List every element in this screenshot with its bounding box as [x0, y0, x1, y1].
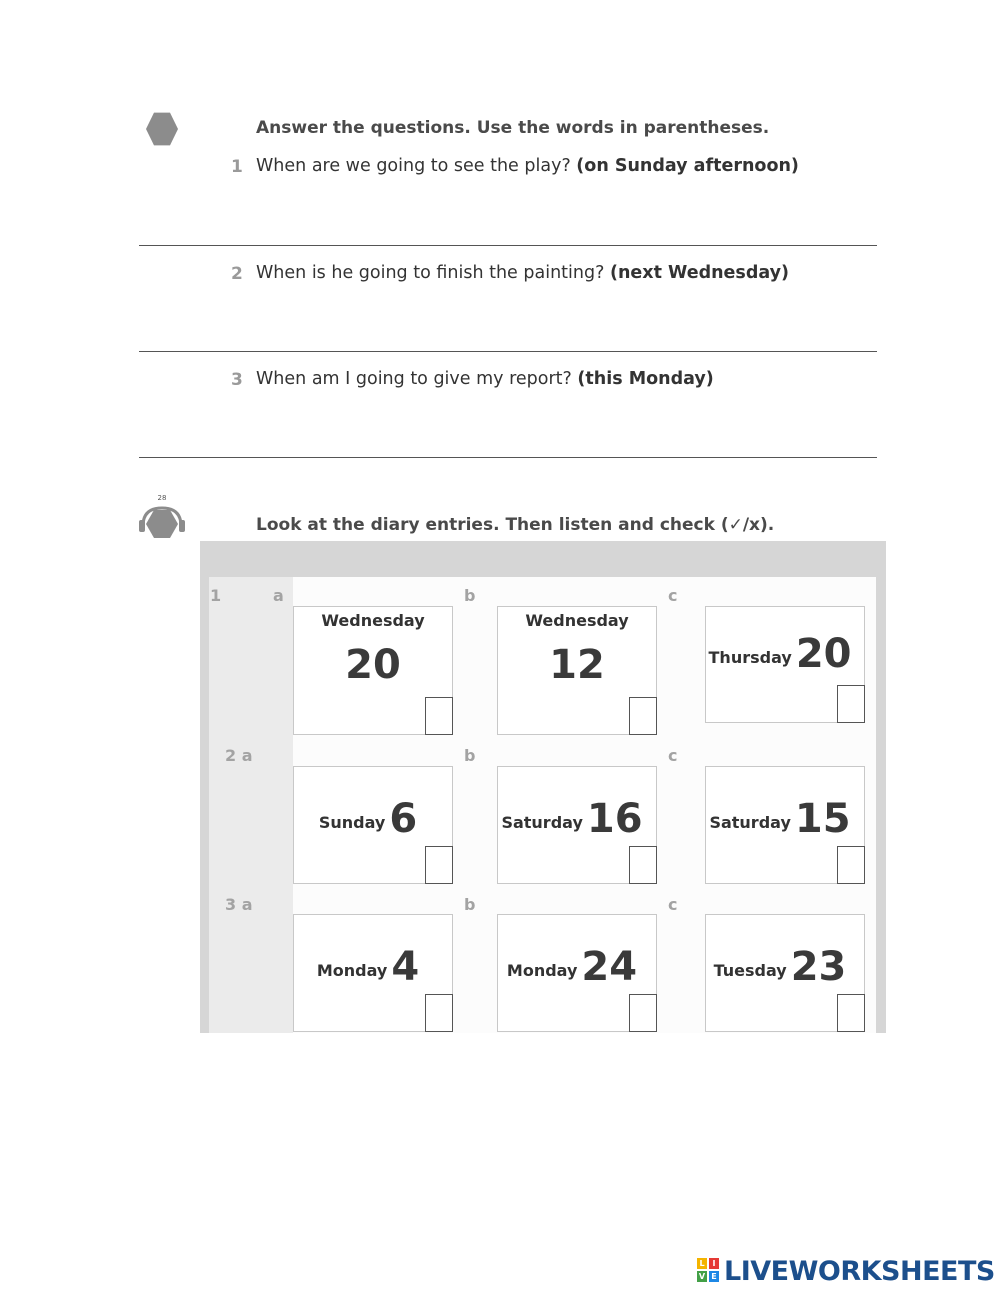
- diary-date: 24: [581, 944, 638, 990]
- question-1-text: When are we going to see the play?: [256, 156, 577, 176]
- track-number: 28: [157, 494, 167, 502]
- question-2: [256, 263, 789, 283]
- diary-day: Sunday: [318, 813, 386, 832]
- row-2-option-c-letter: c: [668, 746, 678, 765]
- diary-card-1b: [497, 606, 657, 735]
- answer-line-2[interactable]: [139, 351, 877, 352]
- diary-day: Monday: [316, 961, 388, 980]
- question-3-hint: (this Monday): [577, 369, 714, 389]
- question-3-number: 3: [231, 370, 243, 390]
- row-1-option-c-letter: c: [668, 586, 678, 605]
- diary-entry: [294, 796, 442, 842]
- diary-label-strip: [209, 577, 293, 1033]
- diary-card-2c: [705, 766, 865, 884]
- diary-day: Saturday: [709, 813, 791, 832]
- listening-icon: [137, 494, 187, 542]
- row-1-label: 1: [210, 586, 222, 605]
- diary-card-2b: [497, 766, 657, 884]
- row-3-label: 3 a: [225, 895, 253, 914]
- logo-square: L: [697, 1258, 707, 1269]
- diary-entry: [706, 796, 854, 842]
- row-1-option-a-letter: a: [273, 586, 284, 605]
- check-box-3c[interactable]: [837, 994, 865, 1032]
- liveworksheets-logo-text[interactable]: LIVEWORKSHEETS: [724, 1256, 995, 1287]
- question-2-hint: (next Wednesday): [609, 263, 790, 283]
- exercise-1-hexagon-icon: [146, 112, 178, 146]
- logo-square: I: [709, 1258, 719, 1269]
- diary-day: Monday: [506, 961, 578, 980]
- question-1-number: 1: [231, 157, 243, 177]
- check-box-3b[interactable]: [629, 994, 657, 1032]
- diary-date: 4: [391, 944, 420, 990]
- check-box-3a[interactable]: [425, 994, 453, 1032]
- diary-date: 12: [549, 642, 605, 688]
- check-box-2b[interactable]: [629, 846, 657, 884]
- exercise-1-instruction: Answer the questions. Use the words in parentheses.: [256, 118, 770, 138]
- headphones-icon: [137, 500, 187, 542]
- diary-day: Saturday: [501, 813, 583, 832]
- diary-day: Tuesday: [713, 961, 787, 980]
- answer-line-3[interactable]: [139, 457, 877, 458]
- diary-card-3b: [497, 914, 657, 1032]
- diary-card-3c: [705, 914, 865, 1032]
- liveworksheets-logo-icon: [697, 1258, 719, 1282]
- diary-entry: [498, 944, 646, 990]
- row-2-option-b-letter: b: [464, 746, 476, 765]
- logo-square: E: [709, 1271, 719, 1282]
- diary-entry: [706, 944, 854, 990]
- question-2-number: 2: [231, 264, 243, 284]
- row-3-option-c-letter: c: [668, 895, 678, 914]
- diary-card-3a: [293, 914, 453, 1032]
- question-3-text: When am I going to give my report?: [256, 369, 578, 389]
- check-box-2a[interactable]: [425, 846, 453, 884]
- row-3-option-b-letter: b: [464, 895, 476, 914]
- diary-card-2a: [293, 766, 453, 884]
- diary-card-1c: [705, 606, 865, 723]
- diary-day: Wednesday: [321, 611, 425, 630]
- question-1: [256, 156, 799, 176]
- diary-date: 15: [794, 796, 851, 842]
- row-1-option-b-letter: b: [464, 586, 476, 605]
- diary-date: 6: [389, 796, 418, 842]
- row-2-label: 2 a: [225, 746, 253, 765]
- diary-date: 20: [345, 642, 401, 688]
- diary-date: 23: [790, 944, 847, 990]
- check-box-2c[interactable]: [837, 846, 865, 884]
- answer-line-1[interactable]: [139, 245, 877, 246]
- check-box-1b[interactable]: [629, 697, 657, 735]
- diary-date: 20: [795, 631, 852, 677]
- logo-square: V: [698, 1272, 706, 1281]
- question-1-hint: (on Sunday afternoon): [576, 156, 799, 176]
- question-3: [256, 369, 714, 389]
- diary-day: Thursday: [708, 648, 792, 667]
- diary-day: Wednesday: [525, 611, 629, 630]
- check-box-1c[interactable]: [837, 685, 865, 723]
- exercise-2-instruction: Look at the diary entries. Then listen and check (✓/x).: [256, 515, 775, 535]
- check-box-1a[interactable]: [425, 697, 453, 735]
- diary-card-1a: [293, 606, 453, 735]
- diary-entry: [294, 944, 442, 990]
- diary-date: 16: [586, 796, 643, 842]
- question-2-text: When is he going to finish the painting?: [256, 263, 610, 283]
- diary-entry: [498, 796, 646, 842]
- diary-entry: [706, 631, 854, 677]
